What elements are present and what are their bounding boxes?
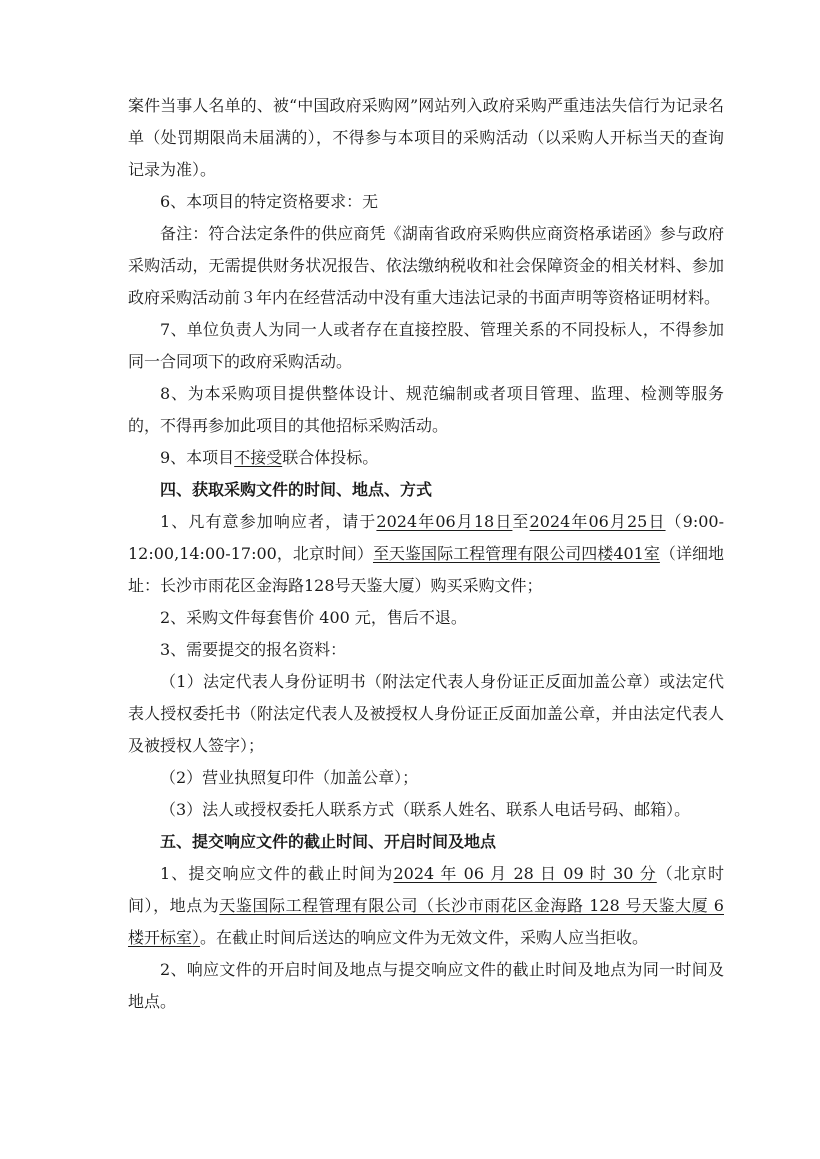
- item-9: [128, 442, 724, 474]
- section-4-item-3: 3、需要提交的报名资料：: [160, 640, 347, 659]
- section-4-item-2: 2、采购文件每套售价 400 元，售后不退。: [160, 608, 467, 627]
- s4p1-text-2: 至: [512, 512, 530, 531]
- item-9-underlined: 不接受: [234, 448, 283, 467]
- section-4-heading: 四、获取采购文件的时间、地点、方式: [160, 480, 433, 499]
- s5p1-deadline: 2024 年 06 月 28 日 09 时 30 分: [393, 864, 657, 883]
- section-4-item-1: [128, 506, 724, 602]
- paragraph-eligibility-continued: 案件当事人名单的、被“中国政府采购网”网站列入政府采购严重违法失信行为记录名单（处罚期限尚未届满的），不得参与本项目的采购活动（以采购人开标当天的查询记录为准）。: [128, 96, 724, 179]
- section-5-heading: 五、提交响应文件的截止时间、开启时间及地点: [160, 832, 497, 851]
- item-9-prefix: 9、本项目: [160, 448, 235, 467]
- s4p1-text-3: （9:00-12:00,14:00-17:00，北京时间）: [128, 512, 724, 563]
- item-6-special-qualification: 6、本项目的特定资格要求：无: [160, 192, 379, 211]
- s4p1-end-date: 2024年06月25日: [529, 512, 666, 531]
- s4p1-text-1: 1、凡有意参加响应者，请于: [160, 512, 377, 531]
- item-7: 7、单位负责人为同一人或者存在直接控股、管理关系的不同投标人，不得参加同一合同项下的政府采购活动。: [128, 320, 724, 371]
- section-4-sub-1: （1）法定代表人身份证明书（附法定代表人身份证正反面加盖公章）或法定代表人授权委托书（附法定代表人及被授权人身份证正反面加盖公章，并由法定代表人及被授权人签字）；: [128, 672, 724, 755]
- section-5-item-2: 2、响应文件的开启时间及地点与提交响应文件的截止时间及地点为同一时间及地点。: [128, 960, 724, 1011]
- s5p1-text-2: （北京时间），地点为: [128, 864, 724, 915]
- s5p1-location: 天鉴国际工程管理有限公司（长沙市雨花区金海路 128 号天鉴大厦 6 楼开标室）: [128, 896, 724, 947]
- s5p1-text-1: 1、提交响应文件的截止时间为: [160, 864, 394, 883]
- item-9-suffix: 联合体投标。: [282, 448, 379, 467]
- section-5-item-1: [128, 858, 724, 954]
- note-paragraph: 备注：符合法定条件的供应商凭《湖南省政府采购供应商资格承诺函》参与政府采购活动，无需提供财务状况报告、依法缴纳税收和社会保障资金的相关材料、参加政府采购活动前３年内在经营活动中没有重大违法记录的书面声明等资格证明材料。: [128, 224, 724, 307]
- s5p1-text-3: 。在截止时间后送达的响应文件为无效文件，采购人应当拒收。: [200, 928, 649, 947]
- s4p1-text-4: （详细地址：长沙市雨花区金海路128号天鉴大厦）购买采购文件；: [128, 544, 724, 595]
- s4p1-start-date: 2024年06月18日: [376, 512, 513, 531]
- section-4-sub-3: （3）法人或授权委托人联系方式（联系人姓名、联系人电话号码、邮箱）。: [160, 800, 691, 819]
- section-4-sub-2: （2）营业执照复印件（加盖公章）；: [160, 768, 419, 787]
- item-8: 8、为本采购项目提供整体设计、规范编制或者项目管理、监理、检测等服务的，不得再参加此项目的其他招标采购活动。: [128, 384, 724, 435]
- s4p1-location: 至天鉴国际工程管理有限公司四楼401室: [372, 544, 660, 563]
